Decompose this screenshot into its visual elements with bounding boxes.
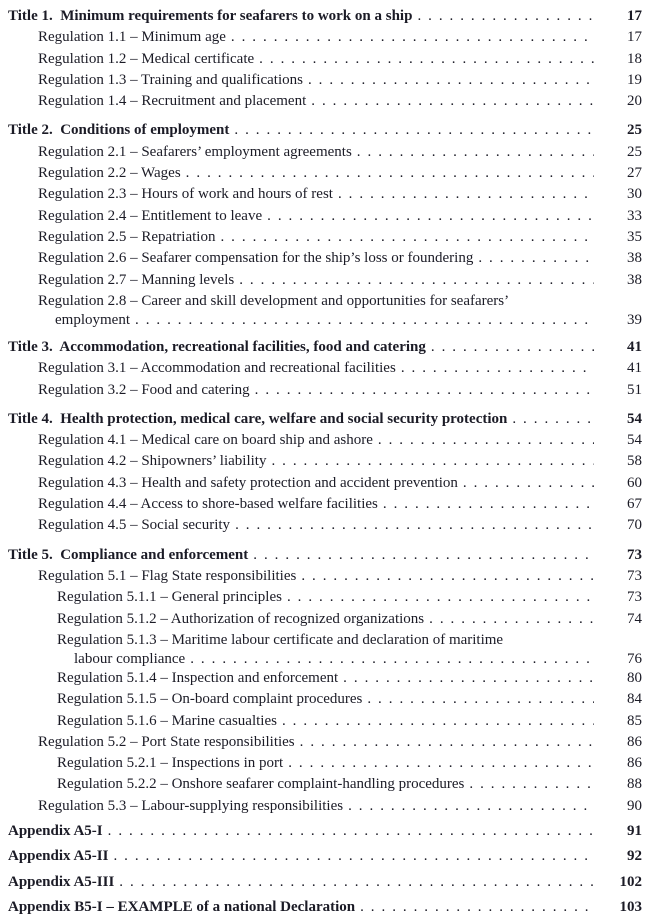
dot-leader [367,689,594,710]
toc-entry-page: 18 [627,50,642,67]
toc-entry-label: Regulation 5.1.4 – Inspection and enforcement [57,669,339,686]
dot-leader [113,846,594,867]
toc-entry[interactable] [8,668,642,689]
toc-entry-label: Regulation 5.1.2 – Authorization of recognized organizations [57,610,425,627]
dot-leader [301,566,594,587]
dot-leader [378,430,594,451]
toc-entry-page: 74 [627,610,642,627]
dot-leader [463,473,594,494]
dot-leader [338,184,594,205]
toc-entry-page: 38 [627,250,642,267]
toc-entry[interactable] [8,711,642,732]
toc-entry[interactable] [8,689,642,710]
toc-entry-page: 88 [627,776,642,793]
toc-entry-page: 39 [627,312,642,329]
dot-leader [271,451,594,472]
toc-entry-page: 86 [627,733,642,750]
toc-entry-page: 30 [627,186,642,203]
toc-entry-label: Regulation 2.4 – Entitlement to leave [38,207,263,224]
toc-entry[interactable] [8,451,642,472]
toc-entry-page: 19 [627,71,642,88]
toc-entry[interactable] [8,291,642,329]
toc-entry[interactable] [8,587,642,608]
toc-entry-label: Regulation 4.2 – Shipowners’ liability [38,453,267,470]
toc-entry-page: 35 [627,228,642,245]
toc-entry-label: Regulation 5.3 – Labour-supplying responsibilities [38,797,344,814]
toc-entry[interactable] [8,430,642,451]
dot-leader [239,270,594,291]
dot-leader [288,753,594,774]
toc-entry-page: 17 [627,8,642,24]
toc-entry[interactable] [8,27,642,48]
toc-entry-label: Regulation 2.2 – Wages [38,165,181,182]
toc-entry-label: Regulation 5.1.6 – Marine casualties [57,712,277,729]
toc-entry-page: 103 [619,898,642,915]
dot-leader [478,248,594,269]
toc-entry-page: 102 [619,873,642,890]
dot-leader [357,142,594,163]
toc-entry-page: 80 [627,669,642,686]
dot-leader [431,337,594,358]
toc-entry-page: 41 [627,360,642,377]
toc-entry-page: 60 [627,474,642,491]
dot-leader [255,380,594,401]
toc-entry[interactable] [8,609,642,630]
toc-entry-label: Appendix B5-I – EXAMPLE of a national Declaration [8,898,356,915]
toc-entry[interactable] [8,120,642,141]
toc-entry-label: Regulation 2.5 – Repatriation [38,228,216,245]
dot-leader [417,6,594,27]
toc-entry-page: 25 [627,122,642,139]
toc-entry[interactable] [8,774,642,795]
toc-entry-page: 58 [627,453,642,470]
toc-entry-label: Regulation 4.1 – Medical care on board ship and ashore [38,432,373,449]
toc-entry-label: Regulation 5.1.5 – On-board complaint procedures [57,691,363,708]
dot-leader [108,821,594,842]
toc-entry-label: Regulation 3.1 – Accommodation and recreational facilities [38,360,396,377]
toc-entry-page: 25 [627,143,642,160]
toc-entry-label: Regulation 1.4 – Recruitment and placement [38,93,307,110]
toc-entry-label: Regulation 5.1 – Flag State responsibilities [38,567,297,584]
dot-leader [253,545,594,566]
toc-entry[interactable] [8,872,642,893]
toc-entry[interactable] [8,270,642,291]
dot-leader [282,711,594,732]
toc-entry-page: 90 [627,797,642,814]
toc-entry-page: 17 [627,29,642,46]
toc-entry-label: Appendix A5-I [8,822,103,839]
toc-entry-page: 84 [627,691,642,708]
toc-entry-label: Regulation 1.3 – Training and qualifications [38,71,303,88]
dot-leader [512,409,594,430]
dot-leader [235,515,594,536]
dot-leader [287,587,594,608]
toc-entry-label: Regulation 5.2.1 – Inspections in port [57,755,284,772]
toc-entry-label: Title 5. Compliance and enforcement [8,546,249,563]
toc-entry-label: Title 1. Minimum requirements for seafarers to work on a ship [8,8,413,24]
toc-entry-page: 20 [627,93,642,110]
dot-leader [267,206,594,227]
toc-entry-label: Regulation 4.4 – Access to shore-based welfare facilities [38,496,378,513]
dot-leader [259,49,594,70]
toc-entry-page: 27 [627,165,642,182]
toc-entry[interactable] [8,337,642,358]
toc-entry-page: 76 [627,651,642,668]
toc-entry[interactable] [8,897,642,918]
toc-entry-label: Regulation 2.6 – Seafarer compensation for the ship’s loss or foundering [38,250,474,267]
toc-entry[interactable] [8,753,642,774]
toc-entry-page: 41 [627,338,642,355]
toc-entry-label: Regulation 1.2 – Medical certificate [38,50,255,67]
toc-entry-page: 86 [627,755,642,772]
dot-leader [429,609,594,630]
dot-leader [220,227,594,248]
toc-entry[interactable] [8,206,642,227]
toc-entry-label: Regulation 5.1.1 – General principles [57,589,282,606]
toc-entry-label: Regulation 5.2 – Port State responsibilities [38,733,295,750]
toc-entry-page: 54 [627,432,642,449]
toc-entry[interactable] [8,91,642,112]
dot-leader [383,494,594,515]
toc-entry-page: 54 [627,410,642,427]
toc-entry-label: Regulation 5.2.2 – Onshore seafarer complaint-handling procedures [57,776,465,793]
toc-entry-page: 73 [627,546,642,563]
dot-leader [360,897,594,918]
toc-entry-page: 92 [627,848,642,865]
dot-leader [234,120,594,141]
toc-entry-label: Regulation 4.3 – Health and safety protection and accident prevention [38,474,458,491]
toc-entry-label: Regulation 2.7 – Manning levels [38,271,235,288]
toc-entry[interactable] [8,545,642,566]
toc-entry-label: Regulation 1.1 – Minimum age [38,29,226,46]
toc-entry-page: 73 [627,589,642,606]
toc-entry-label: Regulation 2.3 – Hours of work and hours of rest [38,186,333,203]
toc-entry-page: 91 [627,822,642,839]
dot-leader [311,91,594,112]
toc-entry-label: employment [55,312,130,329]
toc-entry-page: 85 [627,712,642,729]
dot-leader [348,796,594,817]
dot-leader [401,358,594,379]
dot-leader [308,70,594,91]
toc-entry[interactable] [8,142,642,163]
toc-entry[interactable] [8,494,642,515]
toc-entry[interactable] [8,821,642,842]
toc-entry[interactable] [8,6,642,27]
toc-entry-label: Appendix A5-III [8,873,115,890]
toc-entry-label: labour compliance [74,651,186,668]
toc-entry-label: Regulation 4.5 – Social security [38,517,231,534]
toc-entry-page: 38 [627,271,642,288]
toc-entry[interactable] [8,184,642,205]
toc-entry-page: 67 [627,496,642,513]
toc-entry[interactable] [8,163,642,184]
toc-entry[interactable] [8,409,642,430]
toc-entry[interactable] [8,630,642,668]
toc-entry[interactable] [8,380,642,401]
toc-entry-page: 33 [627,207,642,224]
toc-entry[interactable] [8,248,642,269]
toc-entry[interactable] [8,227,642,248]
toc-entry-label: Regulation 5.1.3 – Maritime labour certificate and declaration of maritime [57,631,504,648]
toc-entry-label: Regulation 2.8 – Career and skill development and opportunities for seafarers’ [38,292,510,309]
toc-entry[interactable] [8,515,642,536]
toc-entry-label: Regulation 3.2 – Food and catering [38,381,250,398]
toc-entry-label: Title 3. Accommodation, recreational facilities, food and catering [8,338,426,355]
toc-entry-label: Title 4. Health protection, medical care, welfare and social security protection [8,410,508,427]
dot-leader [343,668,594,689]
toc-entry[interactable] [8,70,642,91]
toc-entry[interactable] [8,796,642,817]
dot-leader [190,651,594,668]
toc-entry[interactable] [8,49,642,70]
toc-entry-label: Title 2. Conditions of employment [8,122,230,139]
toc-entry-label: Appendix A5-II [8,848,109,865]
toc-entry-label: Regulation 2.1 – Seafarers’ employment agreements [38,143,352,160]
toc-entry[interactable] [8,846,642,867]
toc-entry-page: 51 [627,381,642,398]
toc-entry[interactable] [8,473,642,494]
toc-entry[interactable] [8,358,642,379]
dot-leader [186,163,594,184]
toc-entry-page: 70 [627,517,642,534]
toc-entry[interactable] [8,732,642,753]
toc-entry[interactable] [8,566,642,587]
dot-leader [300,732,594,753]
toc-entry-page: 73 [627,567,642,584]
dot-leader [231,27,594,48]
dot-leader [135,312,594,329]
dot-leader [469,774,594,795]
dot-leader [119,872,594,893]
